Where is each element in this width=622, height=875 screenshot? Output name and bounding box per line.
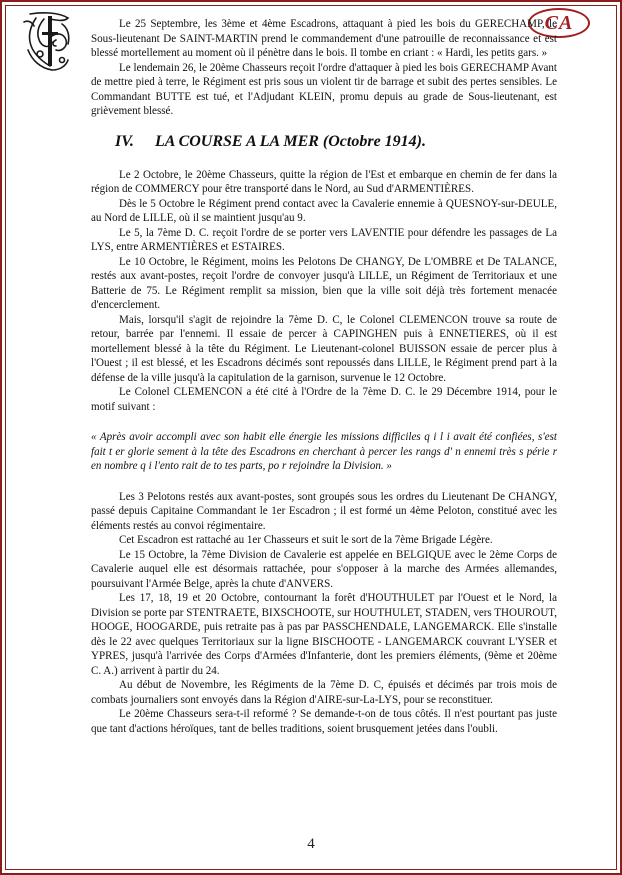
document-body (91, 17, 557, 736)
section-title: LA COURSE A LA MER (Octobre 1914). (155, 132, 426, 150)
paragraph: Au début de Novembre, les Régiments de la 7ème D. C, épuisés et décimés par trois mois de combats journaliers sont envoyés dans la Région d'AIRE-sur-La-LYS, pour se reconstituer. (91, 679, 557, 706)
paragraph: Dès le 5 Octobre le Régiment prend contact avec la Cavalerie ennemie à QUESNOY-sur-DEULE, au Nord de LILLE, où il se maintient jusqu'au 9. (91, 197, 557, 224)
ca-logo-badge: CA (528, 8, 590, 38)
paragraph: Le 10 Octobre, le Régiment, moins les Pelotons De CHANGY, De L'OMBRE et De TALANCE, restés aux avant-postes, reçoit l'ordre de convoyer jusqu'à LILLE, un Régiment de Territoriaux et une Batterie de 75. Le Régiment remplit sa mission, bien que la ville soit déjà très fortement menacée d'encerclement. (91, 255, 557, 311)
paragraph: Le Colonel CLEMENCON a été cité à l'Ordre de la 7ème D. C. le 29 Décembre 1914, pour le motif suivant : (91, 386, 557, 413)
decorative-initial-letter-ornament (22, 10, 74, 72)
paragraph: Les 17, 18, 19 et 20 Octobre, contournant la forêt d'HOUTHULET par l'Ouest et le Nord, la Division se porte par STENTRAETE, BIXSCHOOTE, sur HOUTHULET, STADEN, vers THOUROUT, HOOGE, HOOGARDE, puis retraite pas à pas par PASSCHENDALE, LANGEMARCK. Elle s'installe dès le 22 avec quelques Territoriaux sur la ligne BISCHOOTE - LANGEMARCK couvrant L'YSER et YPRES, jusqu'à l'arrivée des Corps d'Armées d'Infanterie, dont les premiers éléments, (9ème et 20ème C. A.) arrivent à partir du 24. (91, 592, 557, 677)
section-heading (91, 132, 557, 152)
paragraph: Le lendemain 26, le 20ème Chasseurs reçoit l'ordre d'attaquer à pied les bois GERECHAMP Avant de mettre pied à terre, le Régiment est pris sous un violent tir de barrage et subit des pertes sensibles. Le Commandant BUTTE est tué, et l'Adjudant KLEIN, promu depuis au grade de Sous-lieutenant, est grièvement blessé. (91, 61, 557, 117)
paragraph: Cet Escadron est rattaché au 1er Chasseurs et suit le sort de la 7ème Brigade Légère. (119, 534, 493, 546)
paragraph: Le 25 Septembre, les 3ème et 4ème Escadrons, attaquant à pied les bois du GERECHAMP, le Sous-lieutenant De SAINT-MARTIN prend le commandement d'une patrouille de reconnaissance et est blessé mortellement au moment où il pénètre dans le bois. Il tombe en criant : « Hardi, les petits gars. » (91, 18, 557, 59)
page-number: 4 (307, 836, 315, 852)
section-number: IV. (115, 132, 134, 150)
paragraph: Le 2 Octobre, le 20ème Chasseurs, quitte la région de l'Est et embarque en chemin de fer dans la région de COMMERCY pour être transporté dans le Nord, au Sud d'ARMENTIÈRES. (91, 168, 557, 195)
paragraph: Le 5, la 7ème D. C. reçoit l'ordre de se porter vers LAVENTIE pour défendre les passages de La LYS, entre ARMENTIÈRES et ESTAIRES. (91, 226, 557, 253)
paragraph: Le 20ème Chasseurs sera-t-il reformé ? Se demande-t-on de tous côtés. Il n'est pourtant pas juste que tant d'actions héroïques, tant de belles traditions, soient brusquement jetées dans l'oubli. (91, 708, 557, 735)
citation-quote: « Après avoir accompli avec son habit elle énergie les missions difficiles q i l i avait été confiées, s'est fait t er glorie sement à la tête des Escadrons en cherchant à percer les rangs d' n ennemi très s périe r en nombre q i l'ento rait de to tes parts, po r rejoindre la Division. » (91, 431, 557, 472)
paragraph: Les 3 Pelotons restés aux avant-postes, sont groupés sous les ordres du Lieutenant De CHANGY, passé depuis Capitaine Commandant le 1er Escadron ; il est formé un 4ème Peloton, constitué avec les éléments restés au convoi régimentaire. (91, 490, 557, 532)
paragraph: Mais, lorsqu'il s'agit de rejoindre la 7ème D. C, le Colonel CLEMENCON trouve sa route de retour, barrée par l'ennemi. Il essaie de percer à CAPINGHEN puis à ENNETIERES, où il est mortellement blessé à la tête du Régiment. Le Lieutenant-colonel BUISSON essaie de percer plus à l'Ouest ; il est blessé, et les Escadrons décimés sont repoussés dans LILLE, le Régiment prend part à la défense de la ville jusqu'à la capitulation de la garnison, survenue le 12 Octobre. (91, 313, 557, 384)
paragraph: Le 15 Octobre, la 7ème Division de Cavalerie est appelée en BELGIQUE avec le 2ème Corps de Cavalerie auquel elle est désormais rattachée, pour s'opposer à la marche des Armées allemandes, poursuivant l'Armée Belge, après la chute d'ANVERS. (91, 548, 557, 590)
